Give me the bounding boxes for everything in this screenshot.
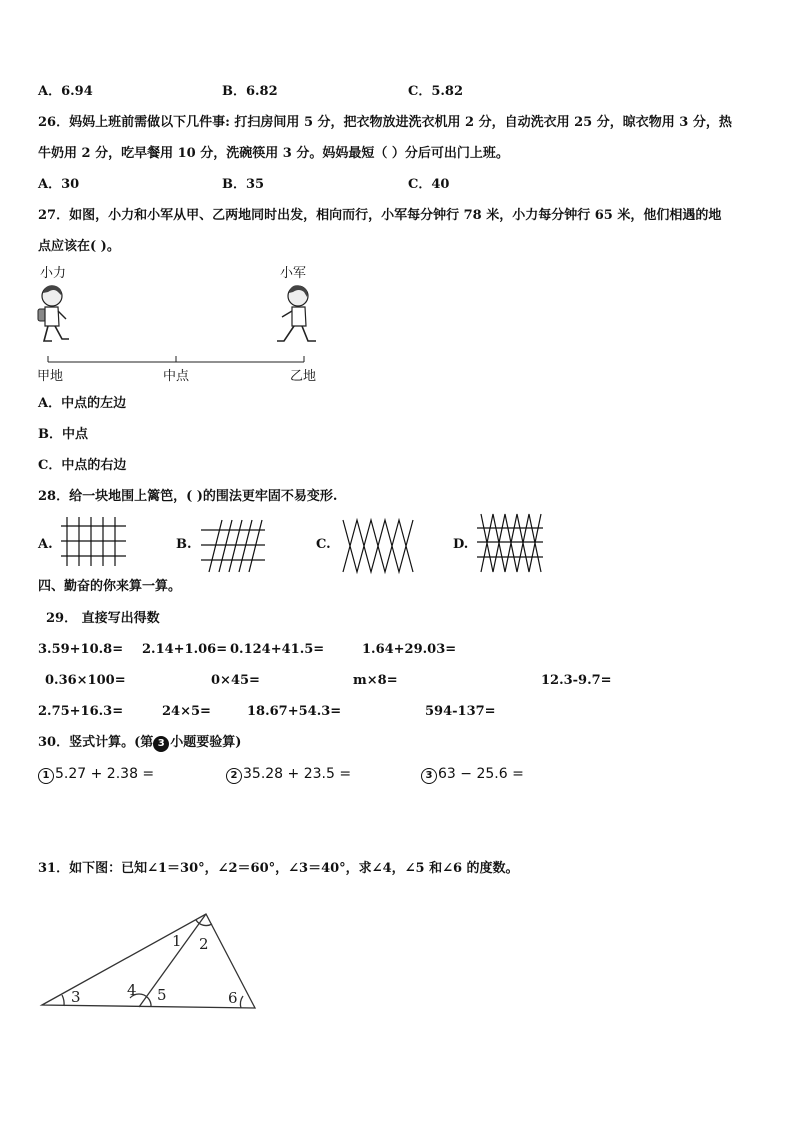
- q30-item-number: 2: [226, 768, 242, 784]
- q29-title: 29． 直接写出得数: [46, 611, 160, 626]
- angle-label-5: 5: [157, 986, 167, 1004]
- angle-label-2: 2: [199, 935, 209, 953]
- q28-text: 28．给一块地围上篱笆，( )的围法更牢固不易变形.: [38, 489, 338, 504]
- q27-label-midpoint: 中点: [163, 369, 190, 384]
- q26-text-line2: 牛奶用 2 分，吃早餐用 10 分，洗碗筷用 3 分。妈妈最短（ ）分后可出门上班。: [38, 146, 509, 161]
- q31-text: 31．如下图：已知∠1＝30°，∠2＝60°，∠3＝40°，求∠4，∠5 和∠6 的度数。: [38, 861, 519, 876]
- q30-title-post: 小题要验算): [170, 735, 242, 750]
- q30-item-number: 1: [38, 768, 54, 784]
- q27-label-xiaoli: 小力: [40, 266, 67, 281]
- q27-text-line1: 27．如图，小力和小军从甲、乙两地同时出发，相向而行，小军每分钟行 78 米，小力每分钟行 65 米，他们相遇的地: [38, 208, 722, 223]
- q28-option-a-label: A.: [38, 537, 53, 552]
- q29-item: 24×5=: [162, 704, 211, 719]
- q30-item-expr: 63 − 25.6 =: [438, 766, 524, 782]
- angle-label-6: 6: [228, 989, 238, 1007]
- q29-item: 12.3-9.7=: [541, 673, 612, 688]
- q29-item: 2.14+1.06=: [142, 642, 228, 657]
- q29-item: 594-137=: [425, 704, 496, 719]
- section4-title: 四、勤奋的你来算一算。: [38, 579, 182, 594]
- q29-item: 1.64+29.03=: [362, 642, 457, 657]
- q29-item: 0.124+41.5=: [230, 642, 325, 657]
- q26-option-a: A．30: [38, 177, 80, 192]
- q30-item-expr: 5.27 + 2.38 =: [55, 766, 155, 782]
- q26-text-line1: 26．妈妈上班前需做以下几件事: 打扫房间用 5 分，把衣物放进洗衣机用 2 分，自动洗衣用 25 分，晾衣物用 3 分，热: [38, 115, 732, 130]
- q29-item: 2.75+16.3=: [38, 704, 124, 719]
- q29-item: 0×45=: [211, 673, 260, 688]
- angle-label-4: 4: [127, 981, 137, 999]
- q30-item-expr: 35.28 + 23.5 =: [243, 766, 352, 782]
- q28-option-d-label: D.: [453, 537, 469, 552]
- angle-label-3: 3: [71, 988, 81, 1006]
- q30-title-pre: 30．竖式计算。(第: [38, 735, 154, 750]
- q27-option-c: C．中点的右边: [38, 458, 127, 473]
- q28-option-c-label: C.: [316, 537, 331, 552]
- q30-item-number: 3: [421, 768, 437, 784]
- q27-label-xiaojun: 小军: [280, 266, 307, 281]
- q25-option-c: C．5.82: [408, 84, 464, 99]
- q28-option-b-label: B.: [176, 537, 192, 552]
- q27-label-yidi: 乙地: [290, 369, 317, 384]
- q29-item: 0.36×100=: [45, 673, 126, 688]
- q29-item: 18.67+54.3=: [247, 704, 342, 719]
- q30-circled-number: 3: [153, 736, 169, 752]
- q29-item: 3.59+10.8=: [38, 642, 124, 657]
- q27-label-jiadi: 甲地: [37, 369, 64, 384]
- q27-option-b: B．中点: [38, 427, 88, 442]
- q29-item: m×8=: [353, 673, 398, 688]
- angle-label-1: 1: [172, 932, 182, 950]
- q27-option-a: A．中点的左边: [38, 396, 127, 411]
- q27-text-line2: 点应该在( )。: [38, 239, 120, 254]
- q25-option-b: B．6.82: [222, 84, 278, 99]
- q25-option-a: A．6.94: [38, 84, 93, 99]
- q26-option-b: B．35: [222, 177, 265, 192]
- q26-option-c: C．40: [408, 177, 450, 192]
